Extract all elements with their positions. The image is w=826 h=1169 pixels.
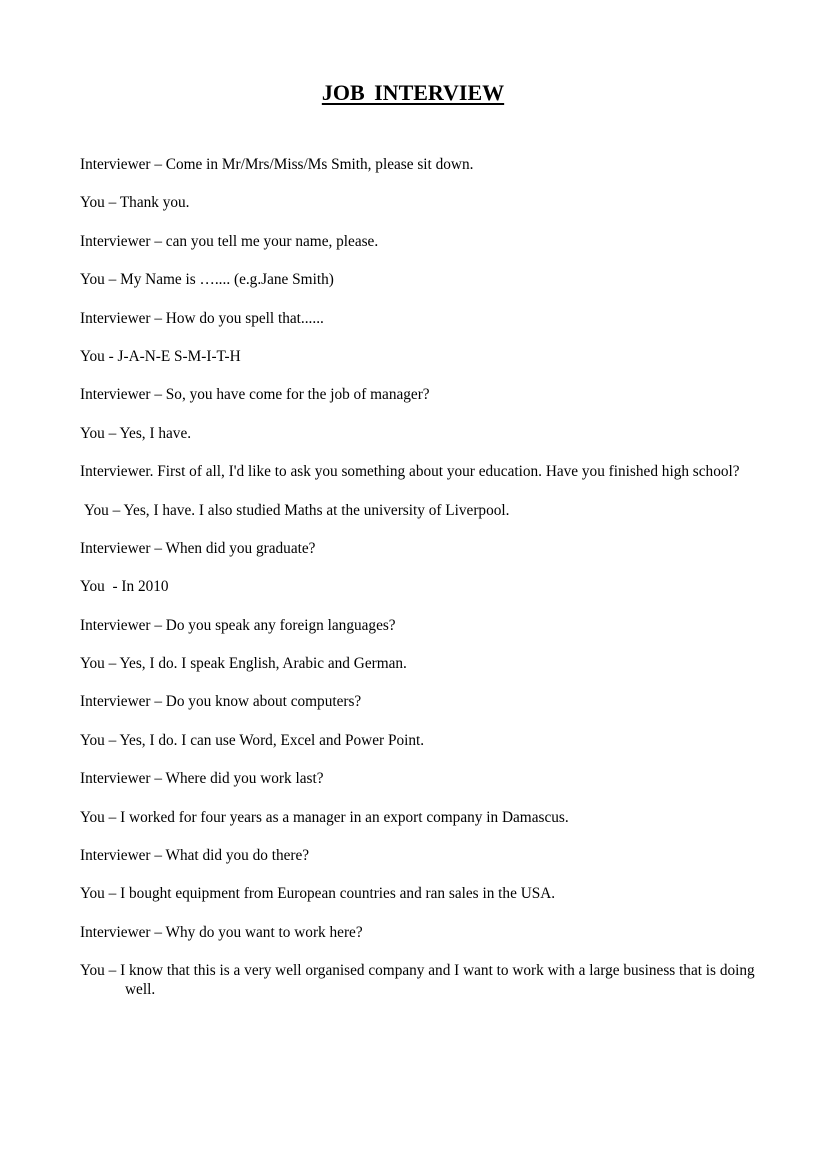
dialogue-line: You – I know that this is a very well organised company and I want to work with a large business that is doing well. [80, 962, 755, 999]
document-title-text: JOB INTERVIEW [321, 80, 505, 105]
dialogue-line: Interviewer – So, you have come for the job of manager? [80, 386, 430, 404]
dialogue-line: Interviewer – How do you spell that...... [80, 309, 324, 327]
dialogue-line: You – Yes, I have. [80, 424, 192, 442]
dialogue-line: You - In 2010 [80, 578, 169, 596]
interview-dialogue [80, 155, 760, 1019]
dialogue-line: Interviewer – can you tell me your name, please. [80, 232, 379, 250]
dialogue-line: You – Yes, I do. I can use Word, Excel and Power Point. [80, 731, 425, 749]
dialogue-line: Interviewer – Do you speak any foreign languages? [80, 616, 396, 634]
dialogue-line: Interviewer – When did you graduate? [80, 539, 316, 557]
dialogue-line: You - J-A-N-E S-M-I-T-H [80, 347, 241, 365]
document-title [0, 80, 826, 106]
dialogue-line: You – Yes, I have. I also studied Maths at the university of Liverpool. [84, 501, 510, 519]
dialogue-line: Interviewer – Do you know about computers? [80, 693, 362, 711]
dialogue-line: You – I worked for four years as a manager in an export company in Damascus. [80, 808, 569, 826]
dialogue-line: You – I bought equipment from European countries and ran sales in the USA. [80, 885, 556, 903]
dialogue-line: Interviewer – Where did you work last? [80, 770, 324, 788]
dialogue-line: You – Thank you. [80, 194, 190, 212]
dialogue-line: Interviewer – What did you do there? [80, 847, 310, 865]
dialogue-line: You – My Name is ….... (e.g.Jane Smith) [80, 271, 334, 289]
dialogue-line: You – Yes, I do. I speak English, Arabic and German. [80, 655, 407, 673]
dialogue-line: Interviewer – Why do you want to work here? [80, 923, 363, 941]
dialogue-line: Interviewer. First of all, I'd like to ask you something about your education. Have you finished high school? [80, 463, 740, 481]
dialogue-line: Interviewer – Come in Mr/Mrs/Miss/Ms Smith, please sit down. [80, 156, 474, 173]
